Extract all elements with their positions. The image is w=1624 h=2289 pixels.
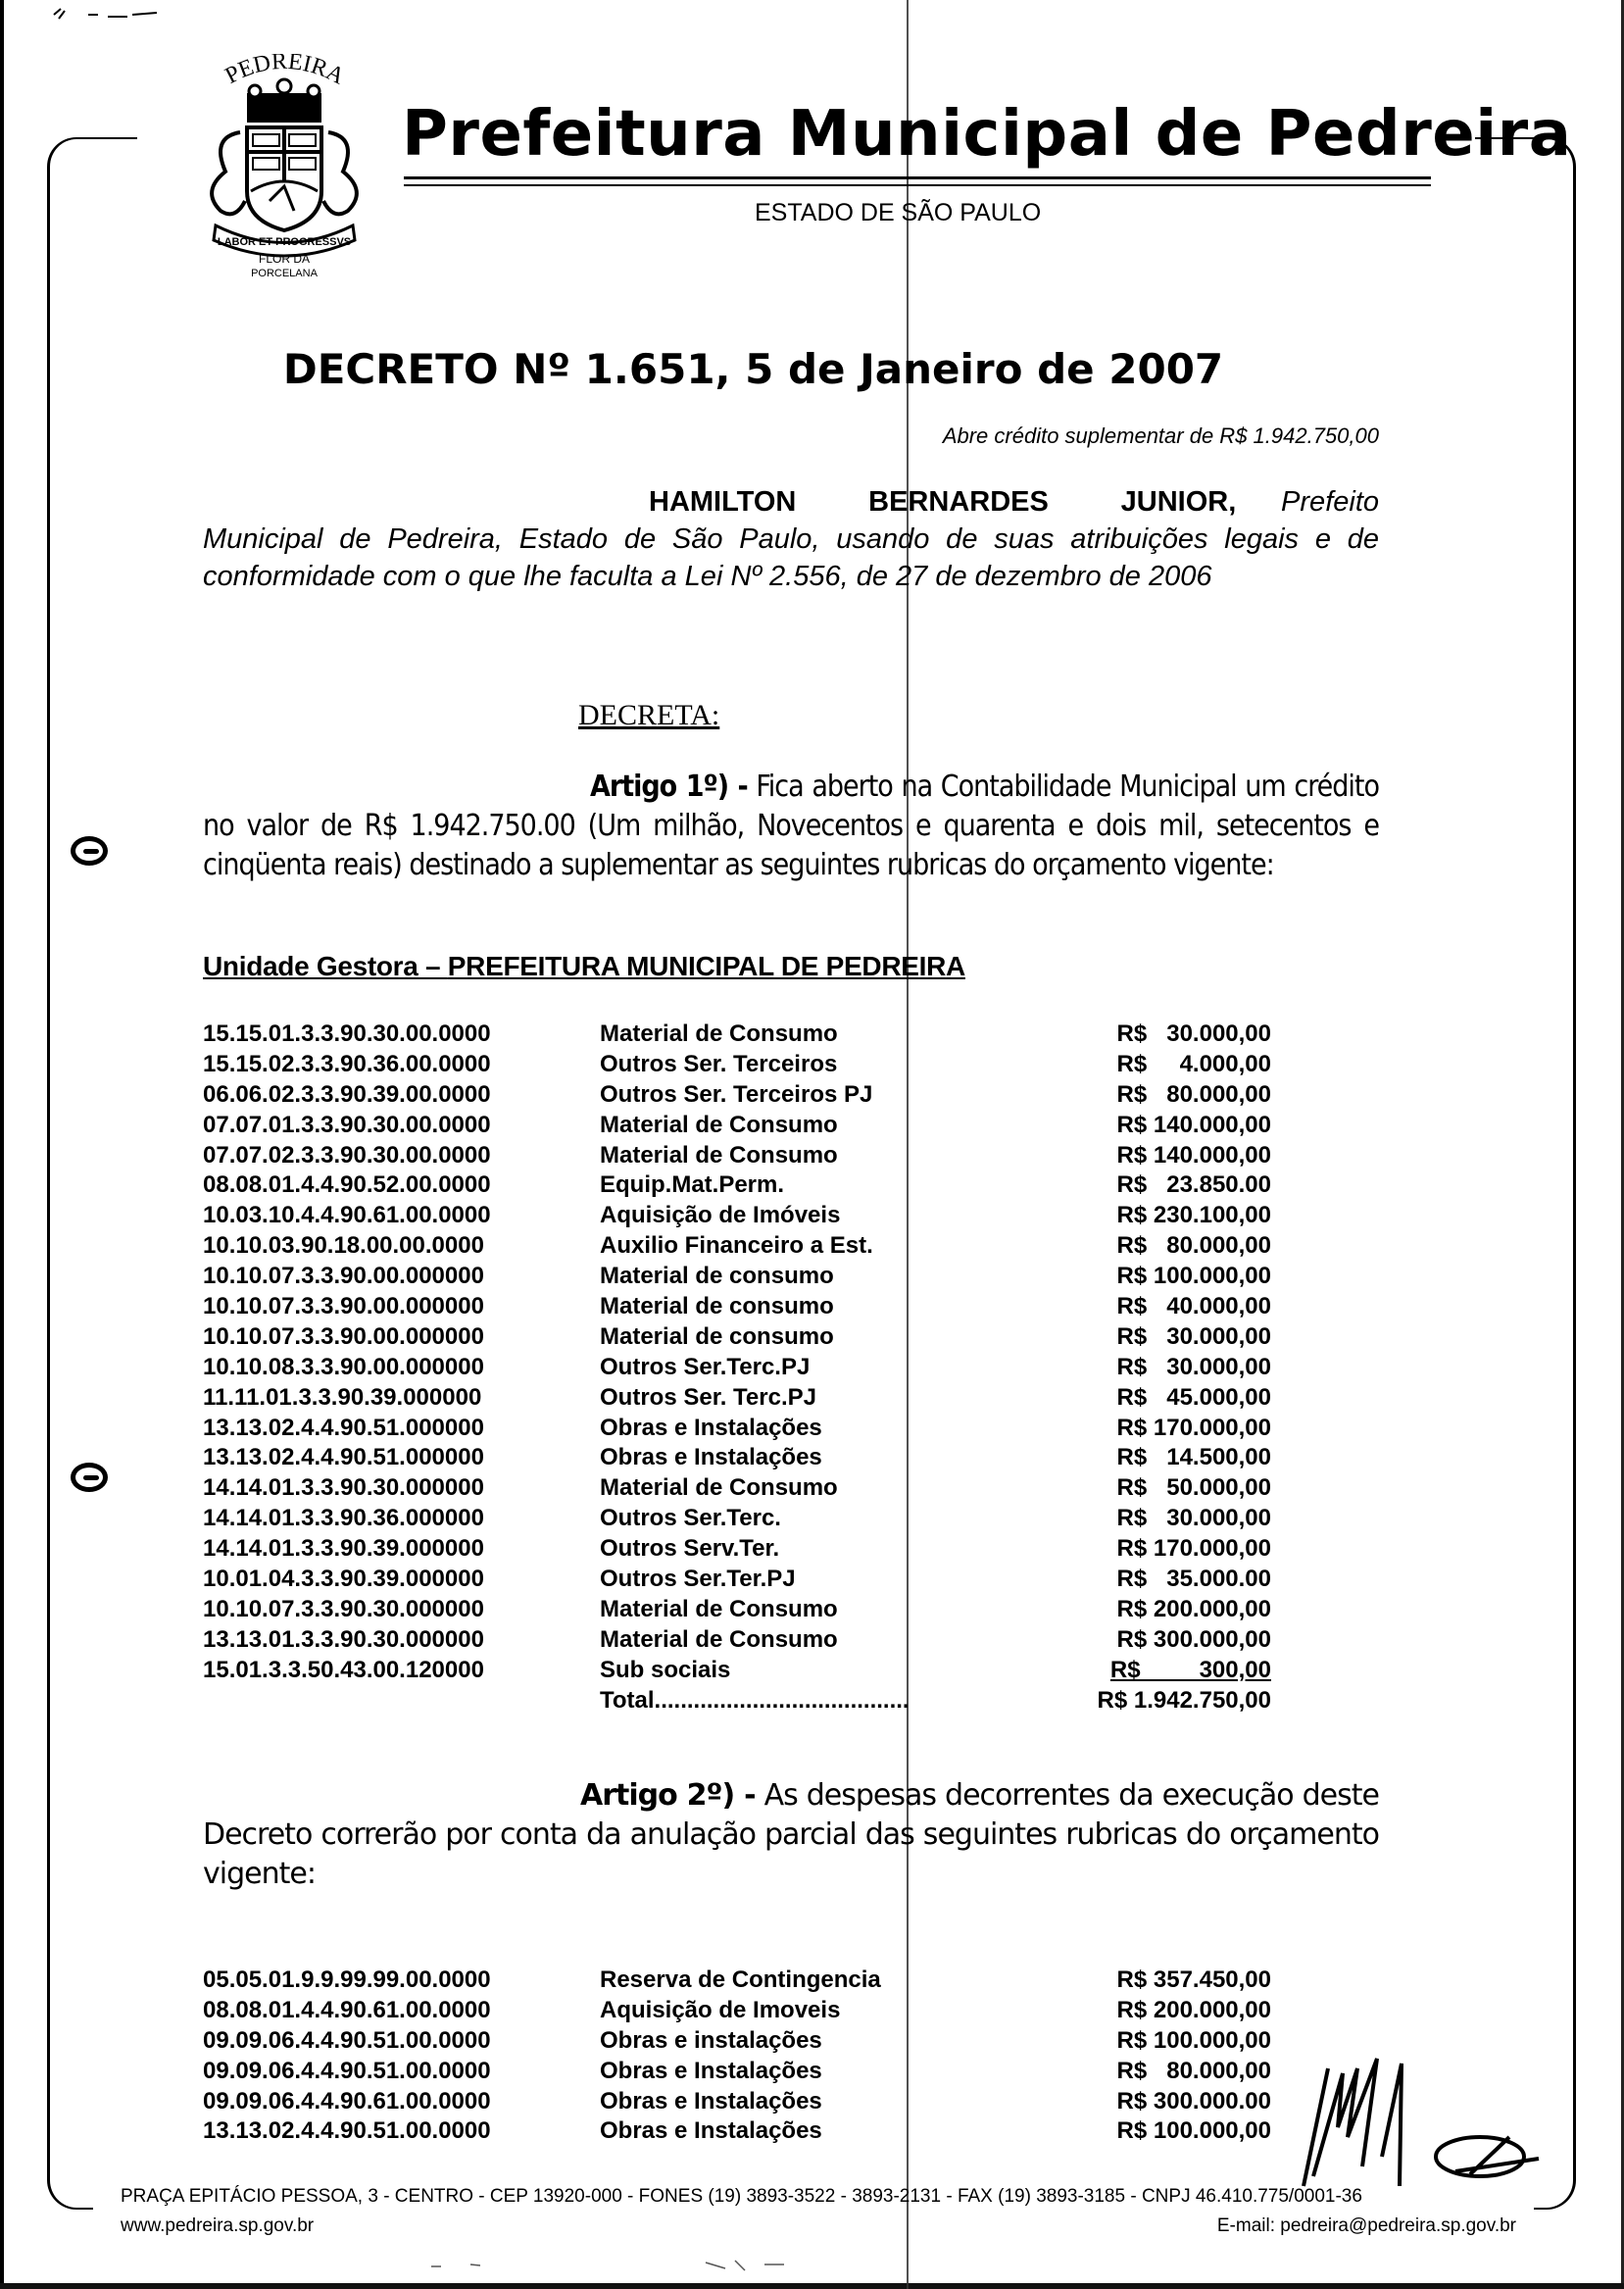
budget-value: R$ 100.000,00: [1116, 2026, 1271, 2054]
budget-desc: Outros Ser. Terceiros: [600, 1050, 838, 1077]
letterhead-rule: [404, 176, 1431, 179]
budget-value: R$ 30.000,00: [1116, 1322, 1271, 1350]
table-row: [203, 1170, 1271, 1201]
decree-summary: Abre crédito suplementar de R$ 1.942.750,00: [942, 423, 1379, 448]
budget-value: R$ 30.000,00: [1116, 1353, 1271, 1380]
budget-desc: Outros Ser. Terceiros PJ: [600, 1080, 873, 1108]
budget-value: R$ 140.000,00: [1116, 1111, 1271, 1138]
article-2-lead: Artigo 2º) -: [580, 1778, 756, 1813]
table-row: [203, 1322, 1271, 1353]
letterhead-state: ESTADO DE SÃO PAULO: [755, 199, 1042, 226]
budget-value: R$ 100.000,00: [1116, 2117, 1271, 2145]
scan-noise-mark: [49, 5, 176, 25]
budget-desc: Material de consumo: [600, 1293, 834, 1320]
budget-desc: Material de Consumo: [600, 1474, 838, 1502]
budget-value: R$ 80.000,00: [1116, 1232, 1271, 1260]
supplementary-credit-table: [203, 1020, 1271, 1716]
budget-value: R$ 200.000,00: [1116, 1595, 1271, 1622]
budget-value: R$ 200.000,00: [1116, 1996, 1271, 2023]
budget-code: 14.14.01.3.3.90.30.000000: [203, 1474, 484, 1502]
unit-label: Unidade Gestora –: [203, 951, 448, 981]
budget-desc: Obras e Instalações: [600, 2117, 822, 2145]
table-row: [203, 1020, 1271, 1050]
budget-desc: Material de Consumo: [600, 1141, 838, 1169]
table-row: [203, 2116, 1271, 2147]
table-row: [203, 1656, 1271, 1686]
decree-preamble: [203, 483, 1379, 595]
budget-code: 13.13.01.3.3.90.30.000000: [203, 1625, 484, 1653]
article-2-text: [203, 1776, 1379, 1894]
budget-code: 07.07.01.3.3.90.30.00.0000: [203, 1111, 491, 1138]
budget-desc: Material de Consumo: [600, 1020, 838, 1047]
letterhead-rule: [404, 184, 1431, 186]
budget-code: 13.13.02.4.4.90.51.000000: [203, 1414, 484, 1441]
unit-heading: [203, 951, 965, 982]
budget-value: R$ 45.000,00: [1116, 1383, 1271, 1411]
budget-code: 10.10.03.90.18.00.00.0000: [203, 1232, 484, 1260]
table-row: [203, 2087, 1271, 2117]
municipal-crest-logo: [186, 54, 382, 279]
article-2-body: As despesas decorrentes da execução deste Decreto correrão por conta da anulação parcial das seguintes rubricas do orçamento vigente:: [203, 1778, 1379, 1891]
budget-value: R$ 80.000,00: [1116, 2057, 1271, 2084]
budget-code: 05.05.01.9.9.99.99.00.0000: [203, 1966, 491, 1993]
coat-of-arms-icon: [186, 54, 382, 279]
budget-code: 10.10.07.3.3.90.00.000000: [203, 1293, 484, 1320]
budget-value: R$ 14.500,00: [1116, 1444, 1271, 1471]
annulment-table: [203, 1966, 1271, 2147]
table-row: [203, 1353, 1271, 1383]
budget-value: R$ 140.000,00: [1116, 1141, 1271, 1169]
budget-value: R$ 30.000,00: [1116, 1020, 1271, 1047]
budget-desc: Outros Ser.Ter.PJ: [600, 1566, 796, 1593]
table-row: [203, 1504, 1271, 1534]
budget-desc: Outros Ser.Terc.PJ: [600, 1353, 811, 1380]
budget-code: 13.13.02.4.4.90.51.00.0000: [203, 2117, 491, 2145]
table-row: [203, 1473, 1271, 1504]
article-1-lead: Artigo 1º) -: [590, 770, 748, 804]
decreta-heading: DECRETA:: [578, 699, 720, 731]
table-row: [203, 2026, 1271, 2057]
footer-address: PRAÇA EPITÁCIO PESSOA, 3 - CENTRO - CEP 13920-000 - FONES (19) 3893-3522 - 3893-2131 - FAX (19) 3893-3185 - CNPJ 46.410.775/0001-36: [121, 2186, 1362, 2207]
budget-code: 15.15.01.3.3.90.30.00.0000: [203, 1020, 491, 1047]
budget-code: 08.08.01.4.4.90.52.00.0000: [203, 1171, 491, 1199]
budget-code: 09.09.06.4.4.90.51.00.0000: [203, 2026, 491, 2054]
budget-desc: Sub sociais: [600, 1656, 731, 1683]
budget-desc: Reserva de Contingencia: [600, 1966, 881, 1993]
budget-desc: Material de Consumo: [600, 1625, 838, 1653]
budget-code: 11.11.01.3.3.90.39.000000: [203, 1383, 482, 1411]
table-row: [203, 1292, 1271, 1322]
budget-desc: Obras e Instalações: [600, 1414, 822, 1441]
budget-value: R$ 4.000,00: [1116, 1050, 1271, 1077]
budget-value: R$ 35.000.00: [1116, 1566, 1271, 1593]
table-row: [203, 1141, 1271, 1171]
table-row: [203, 1231, 1271, 1262]
punch-hole-mark: [71, 1463, 108, 1492]
budget-value: R$ 30.000,00: [1116, 1505, 1271, 1532]
table-row: [203, 1080, 1271, 1111]
budget-code: 10.10.07.3.3.90.30.000000: [203, 1595, 484, 1622]
table-row: [203, 1996, 1271, 2026]
budget-desc: Outros Ser.Terc.: [600, 1505, 781, 1532]
budget-desc: Aquisição de Imóveis: [600, 1202, 841, 1229]
svg-text:FLOR DA: FLOR DA: [258, 252, 311, 266]
budget-desc: Material de consumo: [600, 1263, 834, 1290]
budget-value: R$ 170.000,00: [1116, 1414, 1271, 1441]
budget-desc: Obras e Instalações: [600, 2057, 822, 2084]
budget-desc: Obras e Instalações: [600, 1444, 822, 1471]
budget-code: 09.09.06.4.4.90.51.00.0000: [203, 2057, 491, 2084]
budget-code: 10.10.07.3.3.90.00.000000: [203, 1322, 484, 1350]
budget-value: R$ 80.000,00: [1116, 1080, 1271, 1108]
budget-desc: Material de Consumo: [600, 1111, 838, 1138]
table-row: [203, 1534, 1271, 1565]
table-row: [203, 1262, 1271, 1292]
footer-website-link[interactable]: www.pedreira.sp.gov.br: [121, 2215, 315, 2236]
empty-cell: [203, 1686, 600, 1717]
svg-text:PEDREIRA: PEDREIRA: [221, 54, 349, 90]
article-1-body: Fica aberto na Contabilidade Municipal um crédito no valor de R$ 1.942.750.00 (Um milhão, Novecentos e quarenta e dois mil, setecentos e cinqüenta reais) destinado a suplementar as seguintes rubricas do orçamento vigente:: [203, 770, 1379, 882]
total-label: Total.......................................: [600, 1686, 910, 1714]
budget-desc: Obras e instalações: [600, 2026, 822, 2054]
budget-value: R$ 357.450,00: [1116, 1966, 1271, 1993]
budget-value: R$ 230.100,00: [1116, 1202, 1271, 1229]
table-row: [203, 1383, 1271, 1414]
budget-desc: Outros Ser. Terc.PJ: [600, 1383, 816, 1411]
budget-code: 06.06.02.3.3.90.39.00.0000: [203, 1080, 491, 1108]
scan-noise-mark: [412, 2255, 1000, 2274]
budget-desc: Material de Consumo: [600, 1595, 838, 1622]
budget-value: R$ 300,00: [1109, 1656, 1271, 1683]
table-row: [203, 1050, 1271, 1080]
budget-value: R$ 100.000,00: [1116, 1263, 1271, 1290]
letterhead-title: Prefeitura Municipal de Pedreira: [402, 98, 1572, 171]
table-total-row: [203, 1686, 1271, 1717]
mayor-name: HAMILTON BERNARDES JUNIOR,: [649, 486, 1237, 518]
unit-name: PREFEITURA MUNICIPAL DE PEDREIRA: [447, 951, 965, 981]
budget-value: R$ 300.000.00: [1116, 2087, 1271, 2115]
budget-desc: Equip.Mat.Perm.: [600, 1171, 785, 1199]
footer-email-link[interactable]: E-mail: pedreira@pedreira.sp.gov.br: [1216, 2215, 1516, 2236]
budget-desc: Aquisição de Imoveis: [600, 1996, 841, 2023]
signature-icon: [1284, 2049, 1578, 2196]
budget-code: 10.03.10.4.4.90.61.00.0000: [203, 1202, 491, 1229]
budget-code: 14.14.01.3.3.90.39.000000: [203, 1535, 484, 1563]
scan-page-edge-bottom: [0, 2283, 1624, 2289]
punch-hole-mark: [71, 836, 108, 866]
budget-code: 08.08.01.4.4.90.61.00.0000: [203, 1996, 491, 2023]
decree-title-text: DECRETO Nº 1.651, 5 de Janeiro de 2007: [282, 345, 1224, 393]
budget-desc: Auxilio Financeiro a Est.: [600, 1232, 873, 1260]
budget-code: 14.14.01.3.3.90.36.000000: [203, 1505, 484, 1532]
budget-value: R$ 40.000,00: [1116, 1293, 1271, 1320]
table-row: [203, 1443, 1271, 1473]
letterhead-frame-right: [1475, 137, 1576, 2210]
budget-code: 13.13.02.4.4.90.51.000000: [203, 1444, 484, 1471]
budget-code: 10.10.07.3.3.90.00.000000: [203, 1263, 484, 1290]
svg-text:PORCELANA: PORCELANA: [251, 268, 318, 279]
svg-text:LABOR ET PROGRESSVS: LABOR ET PROGRESSVS: [217, 236, 352, 248]
table-row: [203, 1625, 1271, 1656]
budget-code: 09.09.06.4.4.90.61.00.0000: [203, 2087, 491, 2115]
decree-title: [0, 345, 1624, 393]
budget-code: 15.01.3.3.50.43.00.120000: [203, 1656, 484, 1683]
table-row: [203, 1966, 1271, 1996]
budget-desc: Obras e Instalações: [600, 2087, 822, 2115]
budget-code: 15.15.02.3.3.90.36.00.0000: [203, 1050, 491, 1077]
budget-desc: Outros Serv.Ter.: [600, 1535, 780, 1563]
table-row: [203, 1414, 1271, 1444]
budget-desc: Material de consumo: [600, 1322, 834, 1350]
table-row: [203, 1595, 1271, 1625]
budget-code: 10.01.04.3.3.90.39.000000: [203, 1566, 484, 1593]
letterhead-frame-left: [47, 137, 138, 2210]
total-value: R$ 1.942.750,00: [1097, 1686, 1271, 1714]
budget-code: 10.10.08.3.3.90.00.000000: [203, 1353, 484, 1380]
preamble-text: Prefeito Municipal de Pedreira, Estado de São Paulo, usando de suas atribuições legais e de conformidade com o que lhe faculta a Lei Nº 2.556, de 27 de dezembro de 2006: [203, 486, 1380, 592]
scan-page-edge-left: [0, 0, 4, 2289]
budget-value: R$ 300.000,00: [1116, 1625, 1271, 1653]
table-row: [203, 1565, 1271, 1595]
budget-value: R$ 170.000,00: [1116, 1535, 1271, 1563]
budget-value: R$ 23.850.00: [1116, 1171, 1271, 1199]
table-row: [203, 2057, 1271, 2087]
table-row: [203, 1201, 1271, 1231]
budget-value: R$ 50.000,00: [1116, 1474, 1271, 1502]
table-row: [203, 1111, 1271, 1141]
budget-code: 07.07.02.3.3.90.30.00.0000: [203, 1141, 491, 1169]
article-1-text: [203, 768, 1379, 885]
